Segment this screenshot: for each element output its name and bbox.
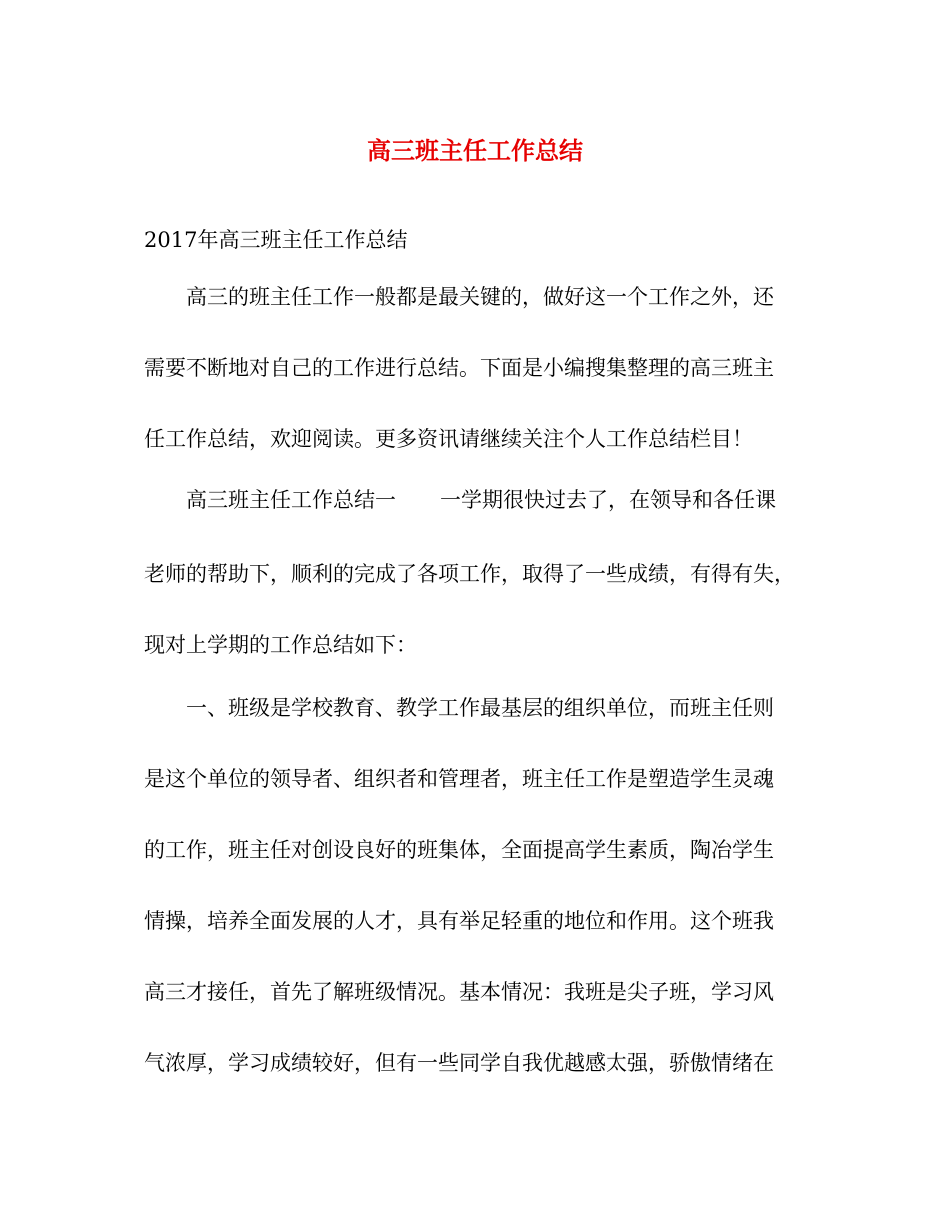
paragraph-line: 现对上学期的工作总结如下： bbox=[144, 633, 417, 657]
paragraph-line: 老师的帮助下，顺利的完成了各项工作，取得了一些成绩，有得有失， bbox=[144, 562, 795, 586]
paragraph-line: 高三才接任，首先了解班级情况。基本情况：我班是尖子班，学习风 bbox=[144, 980, 774, 1004]
document-title: 高三班主任工作总结 bbox=[367, 136, 583, 165]
paragraph-line bbox=[186, 485, 866, 515]
paragraph-line: 的工作，班主任对创设良好的班集体，全面提高学生素质，陶冶学生 bbox=[144, 838, 774, 862]
paragraph-line: 需要不断地对自己的工作进行总结。下面是小编搜集整理的高三班主 bbox=[144, 356, 774, 380]
paragraph-text: 一学期很快过去了，在领导和各任课 bbox=[440, 488, 776, 512]
paragraph-line: 情操，培养全面发展的人才，具有举足轻重的地位和作用。这个班我 bbox=[144, 909, 774, 933]
section-heading: 高三班主任工作总结一 bbox=[186, 488, 396, 512]
paragraph-line: 任工作总结，欢迎阅读。更多资讯请继续关注个人工作总结栏目！ bbox=[144, 427, 753, 451]
paragraph-line: 高三的班主任工作一般都是最关键的，做好这一个工作之外，还 bbox=[186, 285, 774, 309]
document-subtitle: 2017年高三班主任工作总结 bbox=[144, 228, 408, 252]
paragraph-line: 一、班级是学校教育、教学工作最基层的组织单位，而班主任则 bbox=[186, 696, 774, 720]
paragraph-line: 是这个单位的领导者、组织者和管理者，班主任工作是塑造学生灵魂 bbox=[144, 767, 774, 791]
paragraph-line: 气浓厚，学习成绩较好，但有一些同学自我优越感太强，骄傲情绪在 bbox=[144, 1051, 774, 1075]
